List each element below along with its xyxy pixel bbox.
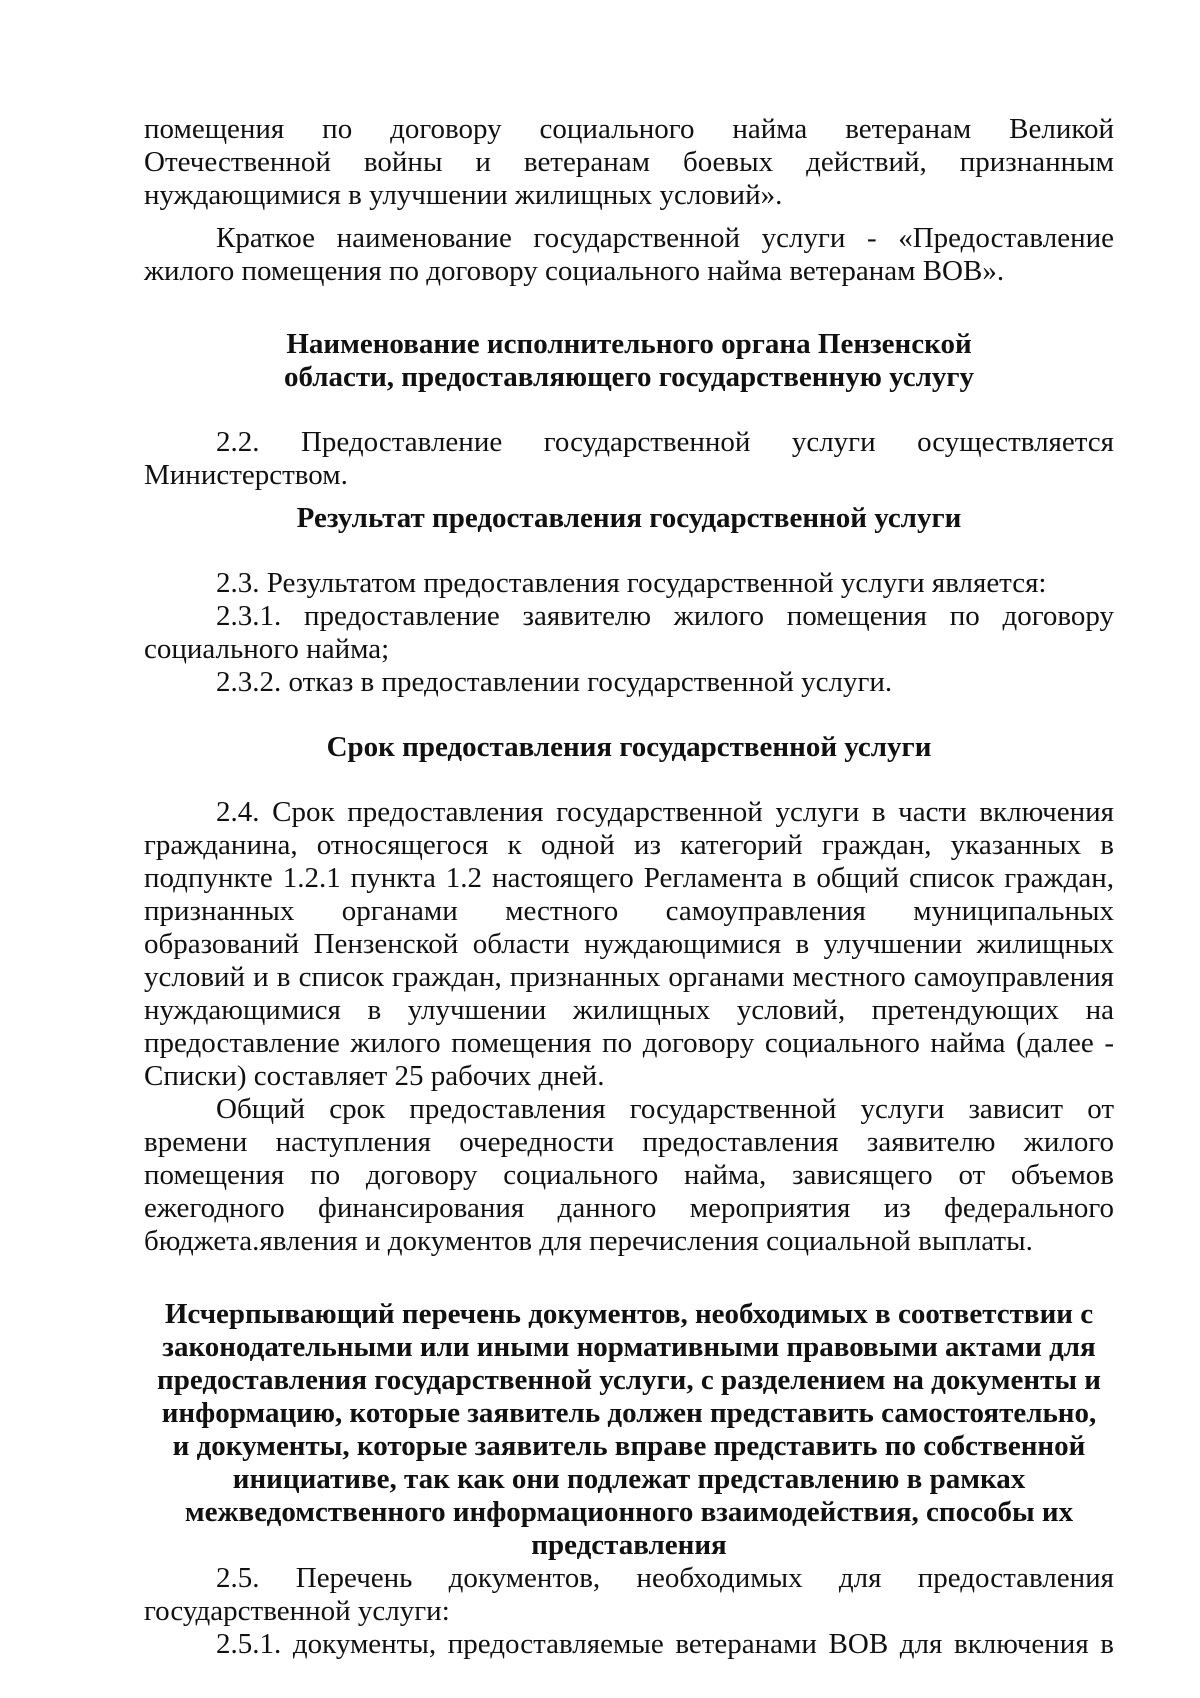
heading-documents: Исчерпывающий перечень документов, необходимых в соответствии с законодательными или иными нормативными правовыми актами для предоставления государственной услуги, с разделением на документы и информацию, которые заявитель должен представить самостоятельно, и документы, которые заявитель вправе представить по собственной инициативе, так как они подлежат представлению в рамках межведомственного информационного взаимодействия, способы их представления bbox=[157, 1298, 1101, 1561]
paragraph-2-4: 2.4. Срок предоставления государственной услуги в части включения гражданина, относящегося к одной из категорий граждан, указанных в подпункте 1.2.1 пункта 1.2 настоящего Регламента в общий список граждан, признанных органами местного самоуправления муниципальных образований Пензенской области нуждающимися в улучшении жилищных условий и в список граждан, признанных органами местного самоуправления нуждающимися в улучшении жилищных условий, претендующих на предоставление жилого помещения по договору социального найма (далее - Списки) составляет 25 рабочих дней. bbox=[144, 796, 1114, 1092]
heading-authority: Наименование исполнительного органа Пензенской области, предоставляющего государственную услугу bbox=[283, 328, 975, 393]
paragraph-general-term: Общий срок предоставления государственной услуги зависит от времени наступления очередности предоставления заявителю жилого помещения по договору социального найма, зависящего от объемов ежегодного финансирования данного мероприятия из федерального бюджета.явления и документов для перечисления социальной выплаты. bbox=[144, 1093, 1114, 1257]
paragraph-intro-continuation: помещения по договору социального найма ветеранам Великой Отечественной войны и ветеранам боевых действий, признанным нуждающимися в улучшении жилищных условий». bbox=[144, 113, 1114, 211]
paragraph-2-5: 2.5. Перечень документов, необходимых для предоставления государственной услуги: bbox=[144, 1562, 1114, 1627]
heading-result: Результат предоставления государственной услуги bbox=[296, 502, 962, 534]
heading-term: Срок предоставления государственной услуги bbox=[326, 731, 932, 763]
paragraph-2-2: 2.2. Предоставление государственной услуги осуществляется Министерством. bbox=[144, 426, 1114, 491]
paragraph-short-name: Краткое наименование государственной услуги - «Предоставление жилого помещения по договору социального найма ветеранам ВОВ». bbox=[144, 222, 1114, 287]
paragraph-2-3-2: 2.3.2. отказ в предоставлении государственной услуги. bbox=[216, 666, 893, 698]
paragraph-2-3-1: 2.3.1. предоставление заявителю жилого помещения по договору социального найма; bbox=[144, 600, 1114, 665]
paragraph-2-3: 2.3. Результатом предоставления государственной услуги является: bbox=[216, 567, 1047, 599]
paragraph-2-5-1: 2.5.1. документы, предоставляемые ветеранами ВОВ для включения в bbox=[216, 1628, 1114, 1660]
document-page bbox=[144, 113, 1114, 1661]
